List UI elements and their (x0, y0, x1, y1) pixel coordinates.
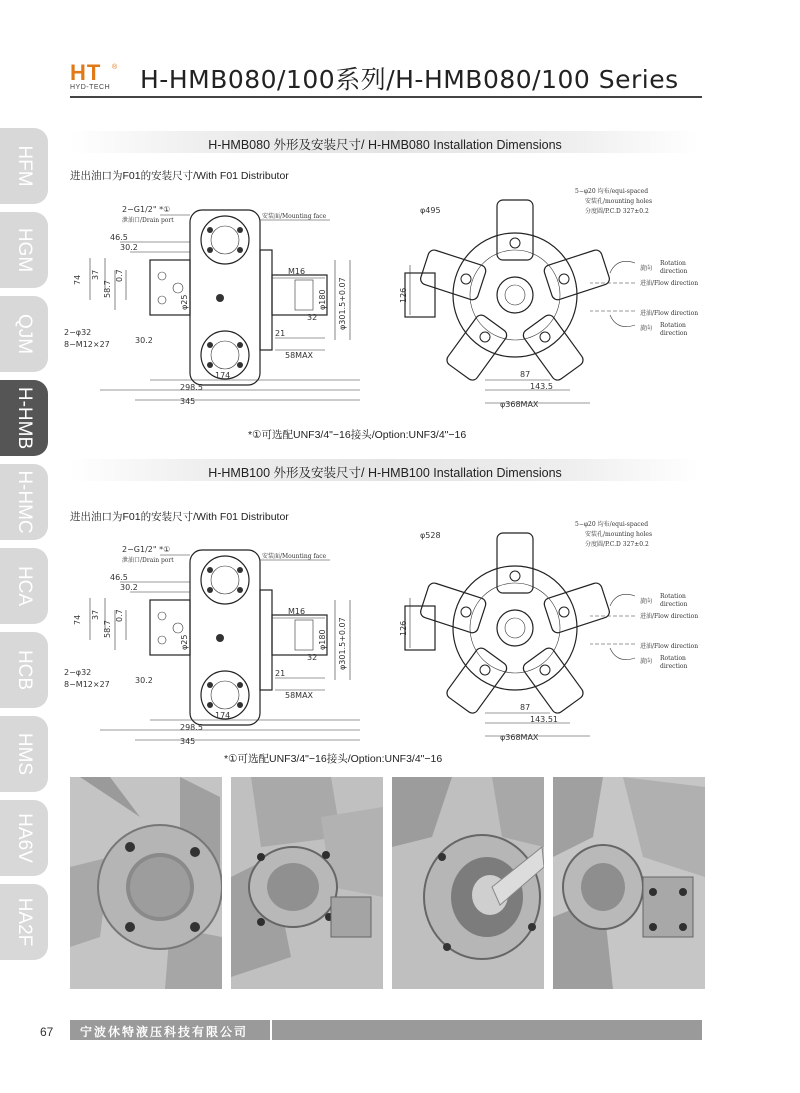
dim-58max: 58MAX (285, 691, 314, 700)
footer-company-bar (70, 1020, 270, 1040)
tab-label: HCB (14, 649, 35, 691)
dim-21: 21 (275, 329, 286, 338)
tab-label: HGM (14, 227, 35, 273)
dim-345: 345 (180, 737, 196, 746)
dim-rot2-cn: 旋向 (640, 658, 653, 665)
page-title: H-HMB080/100系列/H-HMB080/100 Series (140, 65, 679, 94)
dim-0-7: 0.7 (115, 609, 124, 622)
dim-8-m12: 8−M12×27 (64, 680, 110, 689)
dim-2-phi32: 2−φ32 (64, 328, 92, 337)
side-tabs (0, 128, 48, 968)
tab-hcb[interactable] (0, 632, 48, 708)
motor-photo-angle (231, 777, 383, 989)
dim-30-2-b: 30.2 (135, 336, 153, 345)
dim-phi301: φ301.5+0.07 (338, 277, 347, 330)
dim-phi-outer: φ528 (420, 531, 441, 540)
dim-drain-sub: 泄油口/Drain port (122, 217, 174, 224)
dim-drain-sub: 泄油口/Drain port (122, 557, 174, 564)
tab-qjm[interactable] (0, 296, 48, 372)
section2-front-view-drawing (390, 518, 710, 748)
dim-flow1: 进油/Flow direction (640, 613, 699, 620)
tab-label: H-HMC (14, 470, 35, 534)
dim-phi180: φ180 (318, 629, 327, 650)
section1-note: *①可选配UNF3/4"−16接头/Option:UNF3/4"−16 (248, 429, 467, 441)
dim-87: 87 (520, 370, 531, 379)
tab-label: HFM (14, 145, 35, 187)
dim-30-2: 30.2 (120, 243, 138, 252)
logo-registered-mark: ® (112, 64, 118, 71)
dim-rot2-en2: direction (660, 663, 688, 670)
dim-345: 345 (180, 397, 196, 406)
dim-flow2: 进油/Flow direction (640, 310, 699, 317)
dim-298-5: 298.5 (180, 723, 203, 732)
dim-holes: 5−φ20 均布/equi-spaced (575, 188, 649, 195)
dim-74: 74 (73, 614, 82, 625)
dim-holes2: 安装孔/mounting holes (585, 531, 653, 538)
dim-phi25: φ25 (180, 294, 189, 310)
dim-m16: M16 (288, 607, 306, 616)
dim-30-2: 30.2 (120, 583, 138, 592)
logo-subtext: HYD-TECH (70, 84, 111, 91)
dim-phi180: φ180 (318, 289, 327, 310)
dim-298-5: 298.5 (180, 383, 203, 392)
dim-phi-outer: φ495 (420, 206, 441, 215)
dim-rot2-en: Rotation (660, 322, 686, 329)
dim-21: 21 (275, 669, 286, 678)
motor-photo-side (553, 777, 705, 989)
dim-8-m12: 8−M12×27 (64, 340, 110, 349)
dim-174: 174 (215, 371, 231, 380)
dim-m16: M16 (288, 267, 306, 276)
motor-photo-shaft (392, 777, 544, 989)
tab-hgm[interactable] (0, 212, 48, 288)
dim-2-phi32: 2−φ32 (64, 668, 92, 677)
dim-rot1-en2: direction (660, 268, 688, 275)
tab-label: HCA (14, 565, 35, 607)
dim-rot1-cn: 旋向 (640, 265, 653, 272)
dim-flow1: 进油/Flow direction (640, 280, 699, 287)
section1-front-view-drawing (390, 185, 710, 415)
section1-caption: 进出油口为F01的安装尺寸/With F01 Distributor (70, 170, 289, 182)
dim-0-7: 0.7 (115, 269, 124, 282)
dim-143-5: 143.5 (530, 382, 553, 391)
dim-rot1-en: Rotation (660, 593, 686, 600)
dim-drain: 2−G1/2" *① (122, 545, 171, 554)
section2-header (70, 459, 700, 481)
dim-phi301: φ301.5+0.07 (338, 617, 347, 670)
logo-text: HT (70, 60, 102, 85)
dim-rot1-en: Rotation (660, 260, 686, 267)
section2-title: H-HMB100 外形及安装尺寸/ H-HMB100 Installation Dimensions (208, 466, 562, 480)
dim-32: 32 (307, 313, 318, 322)
dim-rot2-en: Rotation (660, 655, 686, 662)
section1-side-view-drawing (60, 190, 380, 415)
footer-company: 宁波休特液压科技有限公司 (80, 1025, 249, 1039)
section1-title: H-HMB080 外形及安装尺寸/ H-HMB080 Installation Dimensions (208, 138, 562, 152)
dim-74: 74 (73, 274, 82, 285)
dim-30-2-b: 30.2 (135, 676, 153, 685)
dim-126: 126 (399, 620, 408, 636)
dim-58-7: 58.7 (103, 280, 112, 298)
dim-58-7: 58.7 (103, 620, 112, 638)
dim-37: 37 (91, 269, 100, 280)
dim-holes2: 安装孔/mounting holes (585, 198, 653, 205)
tab-h-hmc[interactable] (0, 464, 48, 540)
dim-flow2: 进油/Flow direction (640, 643, 699, 650)
tab-label: QJM (14, 313, 35, 355)
tab-label: HA6V (14, 813, 35, 863)
dim-pcd: 分度圆/P.C.D 327±0.2 (585, 541, 649, 548)
dim-58max: 58MAX (285, 351, 314, 360)
section2-side-view-drawing (60, 530, 380, 755)
dim-drain: 2−G1/2" *① (122, 205, 171, 214)
dim-46-5: 46.5 (110, 233, 128, 242)
dim-holes: 5−φ20 均布/equi-spaced (575, 521, 649, 528)
dim-rot2-cn: 旋向 (640, 325, 653, 332)
tab-ha6v[interactable] (0, 800, 48, 876)
motor-photo-front (70, 777, 222, 989)
tab-label: H-HMB (14, 386, 35, 450)
dim-37: 37 (91, 609, 100, 620)
dim-46-5: 46.5 (110, 573, 128, 582)
tab-ha2f[interactable] (0, 884, 48, 960)
dim-phi368max: φ368MAX (500, 733, 539, 742)
tab-h-hmb[interactable] (0, 380, 48, 456)
tab-label: HMS (14, 732, 35, 776)
page-number: 67 (40, 1025, 54, 1039)
header-rule (70, 96, 702, 98)
dim-pcd: 分度圆/P.C.D 327±0.2 (585, 208, 649, 215)
tab-hfm[interactable] (0, 128, 48, 204)
section2-caption: 进出油口为F01的安装尺寸/With F01 Distributor (70, 511, 289, 523)
dim-174: 174 (215, 711, 231, 720)
dim-32: 32 (307, 653, 318, 662)
dim-143-51: 143.51 (530, 715, 558, 724)
dim-126: 126 (399, 287, 408, 303)
dim-phi368max: φ368MAX (500, 400, 539, 409)
dim-mounting-face: 安装面/Mounting face (262, 213, 327, 220)
dim-rot1-en2: direction (660, 601, 688, 608)
dim-rot1-cn: 旋向 (640, 598, 653, 605)
tab-hms[interactable] (0, 716, 48, 792)
tab-hca[interactable] (0, 548, 48, 624)
section1-header (70, 131, 700, 153)
brand-logo (70, 60, 118, 94)
section2-note: *①可选配UNF3/4"−16接头/Option:UNF3/4"−16 (224, 753, 443, 765)
footer-bar-right (272, 1020, 702, 1040)
dim-rot2-en2: direction (660, 330, 688, 337)
dim-mounting-face: 安装面/Mounting face (262, 553, 327, 560)
dim-87: 87 (520, 703, 531, 712)
tab-label: HA2F (14, 897, 35, 947)
dim-phi25: φ25 (180, 634, 189, 650)
